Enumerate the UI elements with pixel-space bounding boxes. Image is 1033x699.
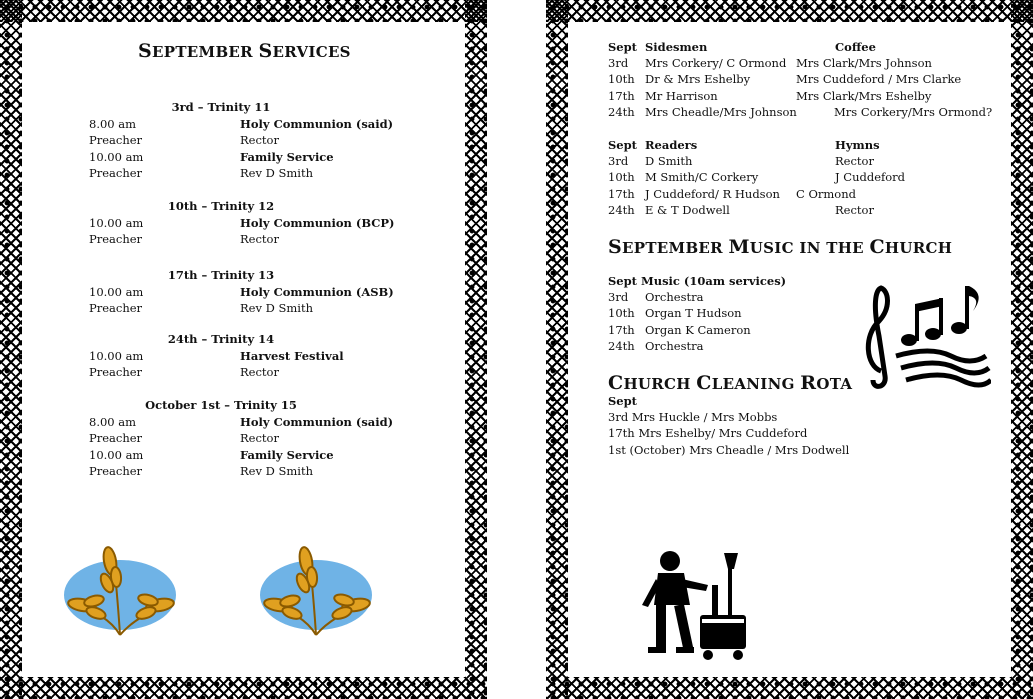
service-row-value: Rector [240, 232, 279, 247]
rota-date: 17th [608, 186, 635, 201]
rota-date: 3rd [608, 56, 629, 70]
service-row-value: Rector [240, 431, 279, 446]
music-date: 24th [608, 338, 635, 353]
rota-date: 10th [608, 170, 635, 185]
rota-coffee: Mrs Cuddeford / Mrs Clarke [796, 72, 962, 87]
rota-reader: M Smith/C Corkery [645, 170, 759, 185]
service-row-label: 10.00 am [89, 216, 144, 230]
cleaning-heading: Sept [608, 394, 637, 408]
rota-header: Readers [645, 138, 698, 152]
service-row-value: Rev D Smith [240, 463, 313, 478]
music-item: Organ K Cameron [645, 322, 751, 337]
service-row-label: Preacher [89, 133, 143, 148]
service-heading: October 1st – Trinity 15 [145, 398, 297, 412]
service-row-value: Rector [240, 133, 279, 148]
service-row-value: Holy Communion (said) [240, 415, 394, 429]
rota-hymns: Rector [835, 154, 874, 168]
rota-sidesmen: Mr Harrison [645, 88, 718, 103]
music-date: 17th [608, 322, 635, 337]
right-border-bottom [546, 677, 1033, 699]
right-border-top [546, 0, 1033, 22]
cleaning-row: 1st (October) Mrs Cheadle / Mrs Dodwell [608, 442, 850, 457]
rota-coffee: Mrs Corkery/Mrs Ormond? [834, 104, 993, 119]
wheat-icon [52, 543, 190, 638]
rota-header: Hymns [835, 138, 880, 152]
rota-date: 24th [608, 202, 635, 217]
service-row-label: Preacher [89, 165, 143, 180]
right-border-right [1011, 0, 1033, 699]
rota-header: Sept [608, 40, 637, 54]
service-row-label: 10.00 am [89, 349, 144, 363]
service-row-value: Rector [240, 365, 279, 380]
left-border-right [465, 0, 487, 699]
rota-coffee: Mrs Clark/Mrs Eshelby [796, 88, 932, 103]
right-border-left [546, 0, 568, 699]
rota-header: Sept [608, 138, 637, 152]
service-heading: 3rd – Trinity 11 [171, 100, 271, 114]
rota-date: 24th [608, 104, 635, 119]
cleaning-title: CHURCH CLEANING ROTA [608, 372, 853, 394]
rota-hymns: J Cuddeford [835, 170, 906, 185]
wheat-icon [248, 543, 386, 638]
music-heading: Sept Music (10am services) [608, 274, 787, 288]
service-row-value: Holy Communion (said) [240, 117, 394, 131]
service-row-value: Family Service [240, 447, 334, 462]
page-title: SEPTEMBER SERVICES [138, 40, 351, 62]
service-heading: 17th – Trinity 13 [167, 268, 275, 282]
service-row-label: 10.00 am [89, 285, 144, 299]
service-heading: 24th – Trinity 14 [167, 332, 275, 346]
service-row-value: Holy Communion (ASB) [240, 285, 394, 299]
service-row-value: Family Service [240, 149, 334, 164]
cleaner-icon [638, 545, 758, 665]
left-border-bottom [0, 677, 487, 699]
service-heading: 10th – Trinity 12 [167, 199, 275, 213]
service-row-label: Preacher [89, 301, 143, 316]
rota-coffee: Mrs Clark/Mrs Johnson [796, 56, 932, 70]
music-item: Orchestra [645, 290, 704, 304]
music-item: Orchestra [645, 338, 704, 353]
right-page [546, 0, 1033, 699]
service-row-label: Preacher [89, 431, 143, 446]
rota-hymns: C Ormond [796, 186, 856, 201]
left-border-top [0, 0, 487, 22]
rota-date: 3rd [608, 154, 629, 168]
music-item: Organ T Hudson [645, 306, 742, 321]
service-row-label: 8.00 am [89, 415, 137, 429]
rota-header: Coffee [835, 40, 876, 54]
service-row-value: Rev D Smith [240, 165, 313, 180]
music-notes-icon [861, 276, 991, 396]
cleaning-row: 17th Mrs Eshelby/ Mrs Cuddeford [608, 426, 808, 441]
rota-header: Sidesmen [645, 40, 708, 54]
music-date: 3rd [608, 290, 629, 304]
service-row-label: 8.00 am [89, 117, 137, 131]
rota-date: 10th [608, 72, 635, 87]
rota-reader: J Cuddeford/ R Hudson [645, 186, 780, 201]
music-title: SEPTEMBER MUSIC IN THE CHURCH [608, 236, 953, 258]
service-row-label: 10.00 am [89, 149, 144, 164]
service-row-value: Rev D Smith [240, 301, 313, 316]
rota-sidesmen: Mrs Corkery/ C Ormond [645, 56, 787, 70]
rota-sidesmen: Dr & Mrs Eshelby [645, 72, 751, 87]
rota-date: 17th [608, 88, 635, 103]
rota-reader: D Smith [645, 154, 693, 168]
left-page [0, 0, 487, 699]
rota-reader: E & T Dodwell [645, 202, 730, 217]
service-row-label: Preacher [89, 232, 143, 247]
rota-hymns: Rector [835, 202, 874, 217]
service-row-label: 10.00 am [89, 447, 144, 462]
music-date: 10th [608, 306, 635, 321]
service-row-label: Preacher [89, 365, 143, 380]
rota-sidesmen: Mrs Cheadle/Mrs Johnson [645, 104, 797, 119]
service-row-label: Preacher [89, 463, 143, 478]
cleaning-row: 3rd Mrs Huckle / Mrs Mobbs [608, 410, 778, 424]
service-row-value: Harvest Festival [240, 349, 344, 363]
service-row-value: Holy Communion (BCP) [240, 216, 395, 230]
